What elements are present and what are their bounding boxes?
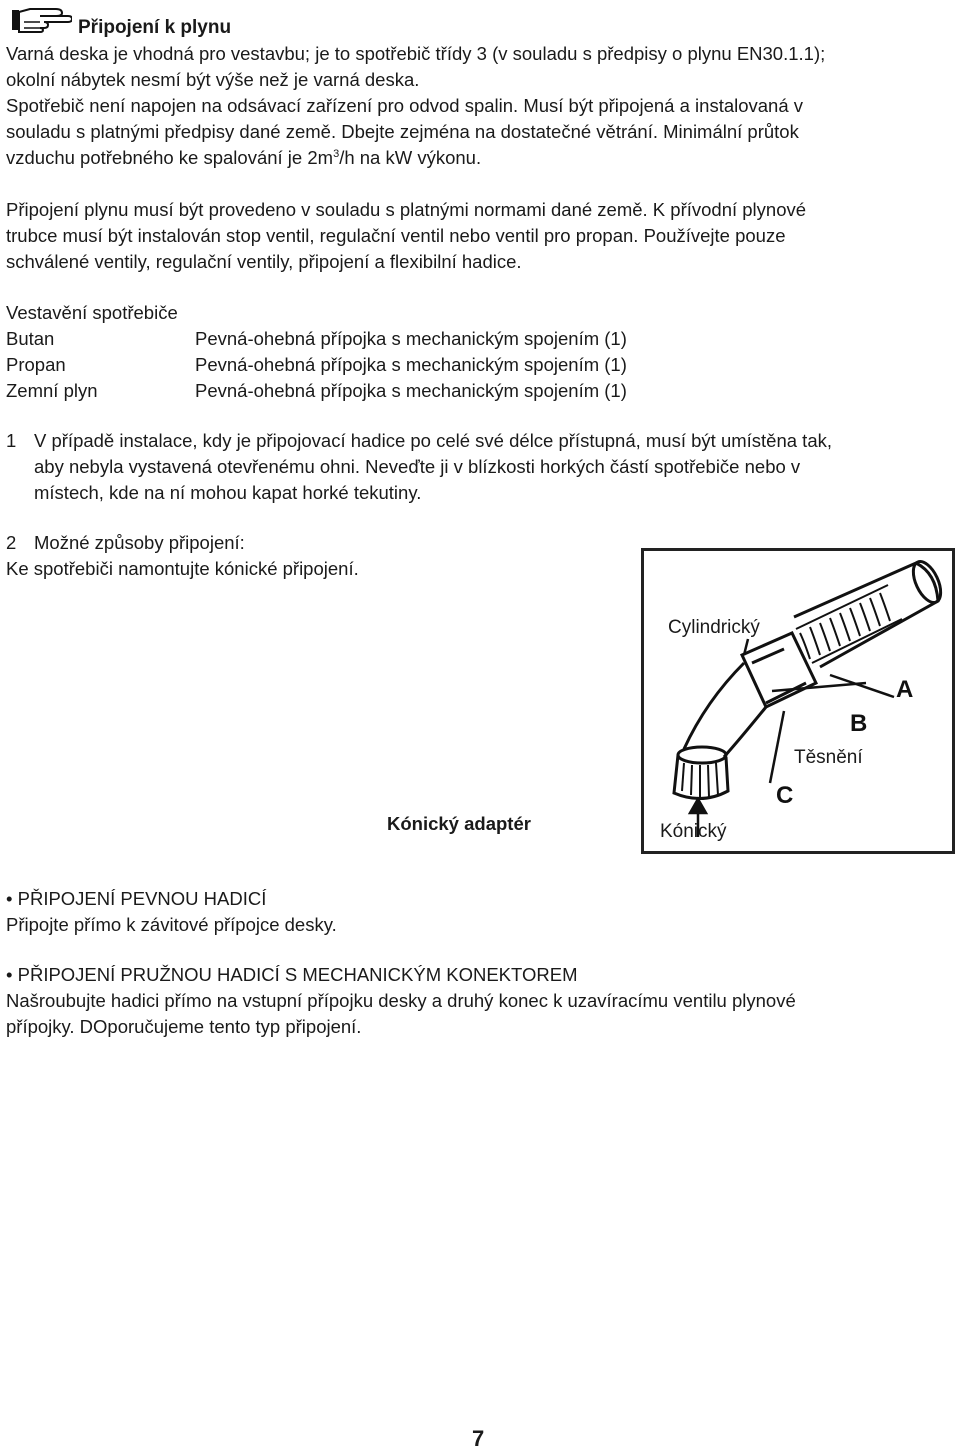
intro-line-3: Spotřebič není napojen na odsávací zařízení pro odvod spalin. Musí být připojená a instalovaná v bbox=[6, 95, 804, 116]
connection-type: Pevná-ohebná přípojka s mechanickým spojením (1) bbox=[195, 354, 627, 375]
note-number: 1 bbox=[6, 430, 17, 451]
intro-line-4: souladu s platnými předpisy dané země. Dbejte zejména na dostatečné větrání. Minimální průtok bbox=[6, 121, 799, 142]
diagram-caption: Kónický adaptér bbox=[387, 813, 531, 834]
table-row bbox=[6, 326, 906, 352]
note-text: Možné způsoby připojení: bbox=[34, 532, 245, 553]
pointing-hand-icon bbox=[10, 4, 72, 34]
intro-line-2: okolní nábytek nesmí být výše než je varná deska. bbox=[6, 69, 420, 90]
note-1 bbox=[6, 428, 954, 506]
note-text: V případě instalace, kdy je připojovací hadice po celé své délce přístupná, musí být umístěna tak, aby nebyla vystavená otevřenému ohni. Neveďte ji v blízkosti horkých částí spotřebiče nebo v místech, kde na ní mohou kapat horké tekutiny. bbox=[34, 430, 832, 503]
intro-line-5: vzduchu potřebného ke spalování je $2m^3/h$ na kW výkonu. bbox=[6, 147, 482, 168]
note-2-instruction: Ke spotřebiči namontujte kónické připojení. bbox=[6, 558, 359, 579]
connection-line-3: schválené ventily, regulační ventily, připojení a flexibilní hadice. bbox=[6, 251, 522, 272]
page-number: 7 bbox=[472, 1426, 485, 1451]
gas-type: Butan bbox=[6, 328, 55, 349]
label-cylindrical: Cylindrický bbox=[668, 617, 760, 638]
flexible-hose-title: • PŘIPOJENÍ PRUŽNOU HADICÍ S MECHANICKÝM KONEKTOREM bbox=[6, 964, 578, 985]
note-number: 2 bbox=[6, 532, 17, 553]
intro-line-1: Varná deska je vhodná pro vestavbu; je to spotřebič třídy 3 (v souladu s předpisy o plynu EN30.1.1); bbox=[6, 43, 826, 64]
connection-type: Pevná-ohebná přípojka s mechanickým spojením (1) bbox=[195, 328, 627, 349]
letter-a: A bbox=[896, 676, 914, 703]
table-row bbox=[6, 352, 906, 378]
gas-type: Zemní plyn bbox=[6, 380, 98, 401]
table-title: Vestavění spotřebiče bbox=[6, 302, 178, 323]
fixed-hose-title: • PŘIPOJENÍ PEVNOU HADICÍ bbox=[6, 888, 267, 909]
fixed-hose-text: Připojte přímo k závitové přípojce desky. bbox=[6, 914, 337, 935]
connection-line-2: trubce musí být instalován stop ventil, regulační ventil nebo ventil pro propan. Používejte pouze bbox=[6, 225, 786, 246]
letter-c: C bbox=[776, 782, 794, 809]
label-conical: Kónický bbox=[660, 821, 727, 842]
flexible-hose-line-2: přípojky. DOporučujeme tento typ připojení. bbox=[6, 1016, 362, 1037]
gas-type: Propan bbox=[6, 354, 66, 375]
section-heading: Připojení k plynu bbox=[78, 17, 232, 38]
label-seal: Těsnění bbox=[794, 747, 863, 768]
connection-type: Pevná-ohebná přípojka s mechanickým spojením (1) bbox=[195, 380, 627, 401]
connection-line-1: Připojení plynu musí být provedeno v souladu s platnými normami dané země. K přívodní plynové bbox=[6, 199, 807, 220]
connector-diagram bbox=[641, 548, 955, 854]
table-row bbox=[6, 378, 906, 404]
letter-b: B bbox=[850, 710, 868, 737]
flexible-hose-line-1: Našroubujte hadici přímo na vstupní přípojku desky a druhý konec k uzavíracímu ventilu plynové bbox=[6, 990, 796, 1011]
